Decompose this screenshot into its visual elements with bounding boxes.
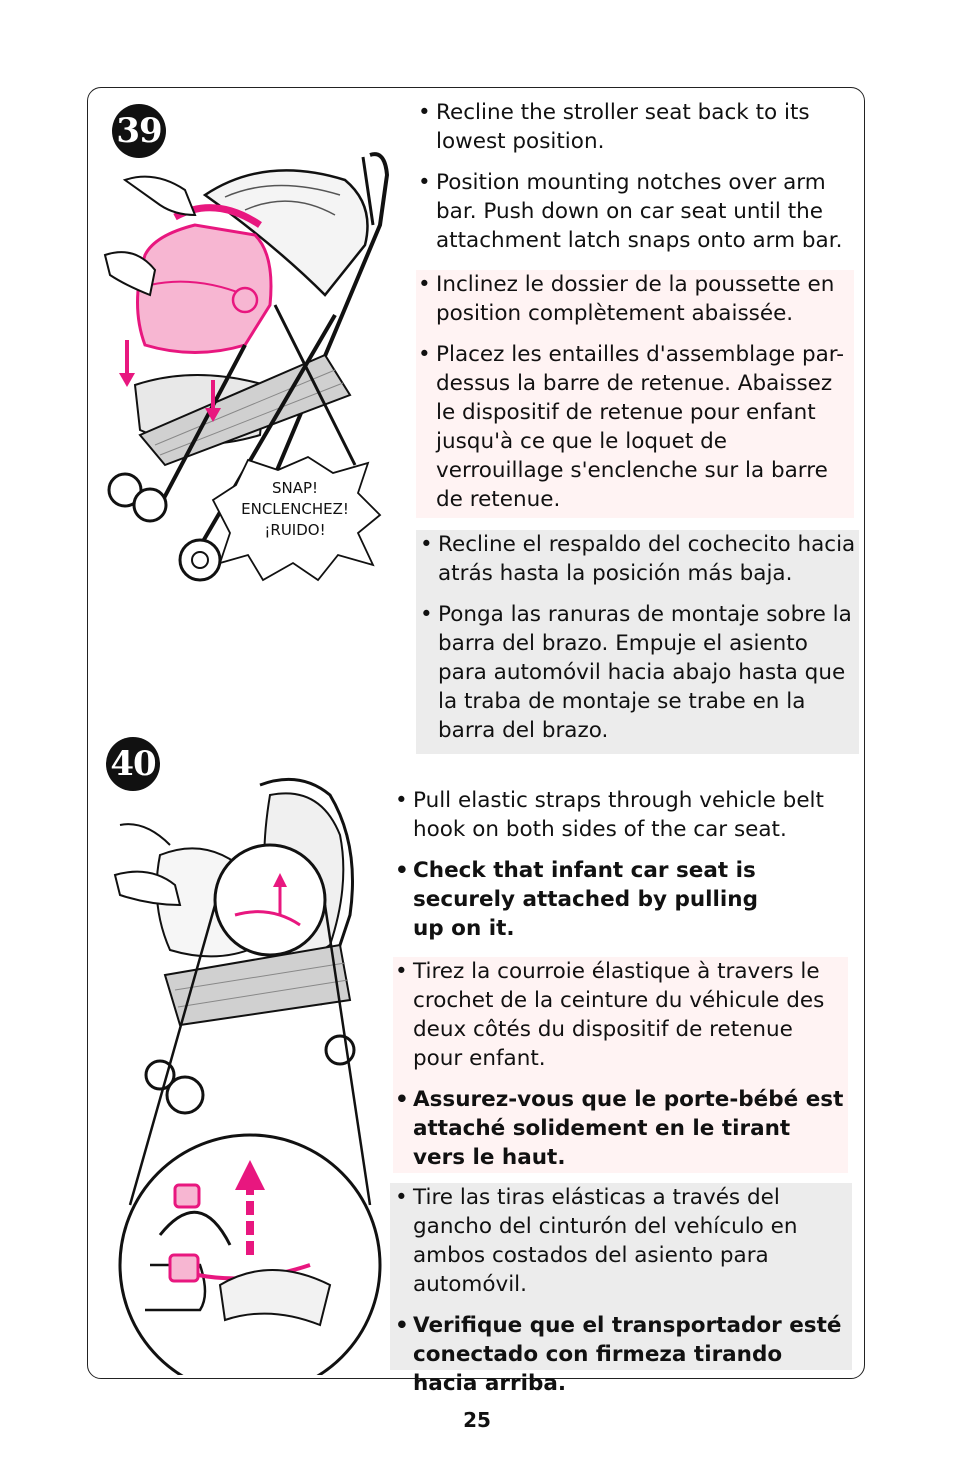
step-number-40: 40 bbox=[106, 737, 160, 791]
burst-line-2: ENCLENCHEZ! bbox=[241, 500, 349, 518]
strap-check-illustration bbox=[100, 765, 390, 1375]
step-number-39: 39 bbox=[112, 104, 166, 158]
step-39-spanish bbox=[416, 530, 859, 754]
step-40-fr-2: • Assurez-vous que le porte-bébé est attaché solidement en le tirant vers le haut. bbox=[395, 1085, 848, 1172]
step-40-french bbox=[393, 957, 848, 1173]
step-40-es-2: • Verifique que el transportador esté conectado con firmeza tirando hacia arriba. bbox=[395, 1311, 852, 1398]
step-40-english bbox=[395, 786, 835, 955]
step-39-en-1: • Recline the stroller seat back to its lowest position. bbox=[418, 98, 858, 156]
step-40-en-2: • Check that infant car seat is securely attached by pulling up on it. bbox=[395, 856, 773, 943]
step-39-french bbox=[416, 270, 854, 518]
step-39-fr-2: • Placez les entailles d'assemblage par-dessus la barre de retenue. Abaissez le dispositif de retenue pour enfant jusqu'à ce que le loquet de verrouillage s'enclenche sur la barre de retenue. bbox=[418, 340, 854, 514]
page-number: 25 bbox=[463, 1408, 491, 1432]
step-39-fr-1: • Inclinez le dossier de la poussette en position complètement abaissée. bbox=[418, 270, 854, 328]
burst-line-1: SNAP! bbox=[271, 479, 319, 497]
step-39-english bbox=[418, 98, 858, 267]
step-40-es-1: • Tire las tiras elásticas a través del gancho del cinturón del vehículo en ambos costados del asiento para automóvil. bbox=[395, 1183, 852, 1299]
step-40-en-1: • Pull elastic straps through vehicle belt hook on both sides of the car seat. bbox=[395, 786, 835, 844]
snap-burst-text bbox=[225, 478, 365, 541]
step-40-fr-1: • Tirez la courroie élastique à travers le crochet de la ceinture du véhicule des deux côtés du dispositif de retenue pour enfant. bbox=[395, 957, 848, 1073]
step-40-spanish bbox=[390, 1183, 852, 1396]
step-39-es-2: • Ponga las ranuras de montaje sobre la barra del brazo. Empuje el asiento para automóvil hacia abajo hasta que la traba de montaje se trabe en la barra del brazo. bbox=[420, 600, 859, 745]
step-39-es-1: • Recline el respaldo del cochecito hacia atrás hasta la posición más baja. bbox=[420, 530, 859, 588]
step-39-en-2: • Position mounting notches over arm bar. Push down on car seat until the attachment latch snaps onto arm bar. bbox=[418, 168, 858, 255]
burst-line-3: ¡RUIDO! bbox=[264, 521, 326, 539]
